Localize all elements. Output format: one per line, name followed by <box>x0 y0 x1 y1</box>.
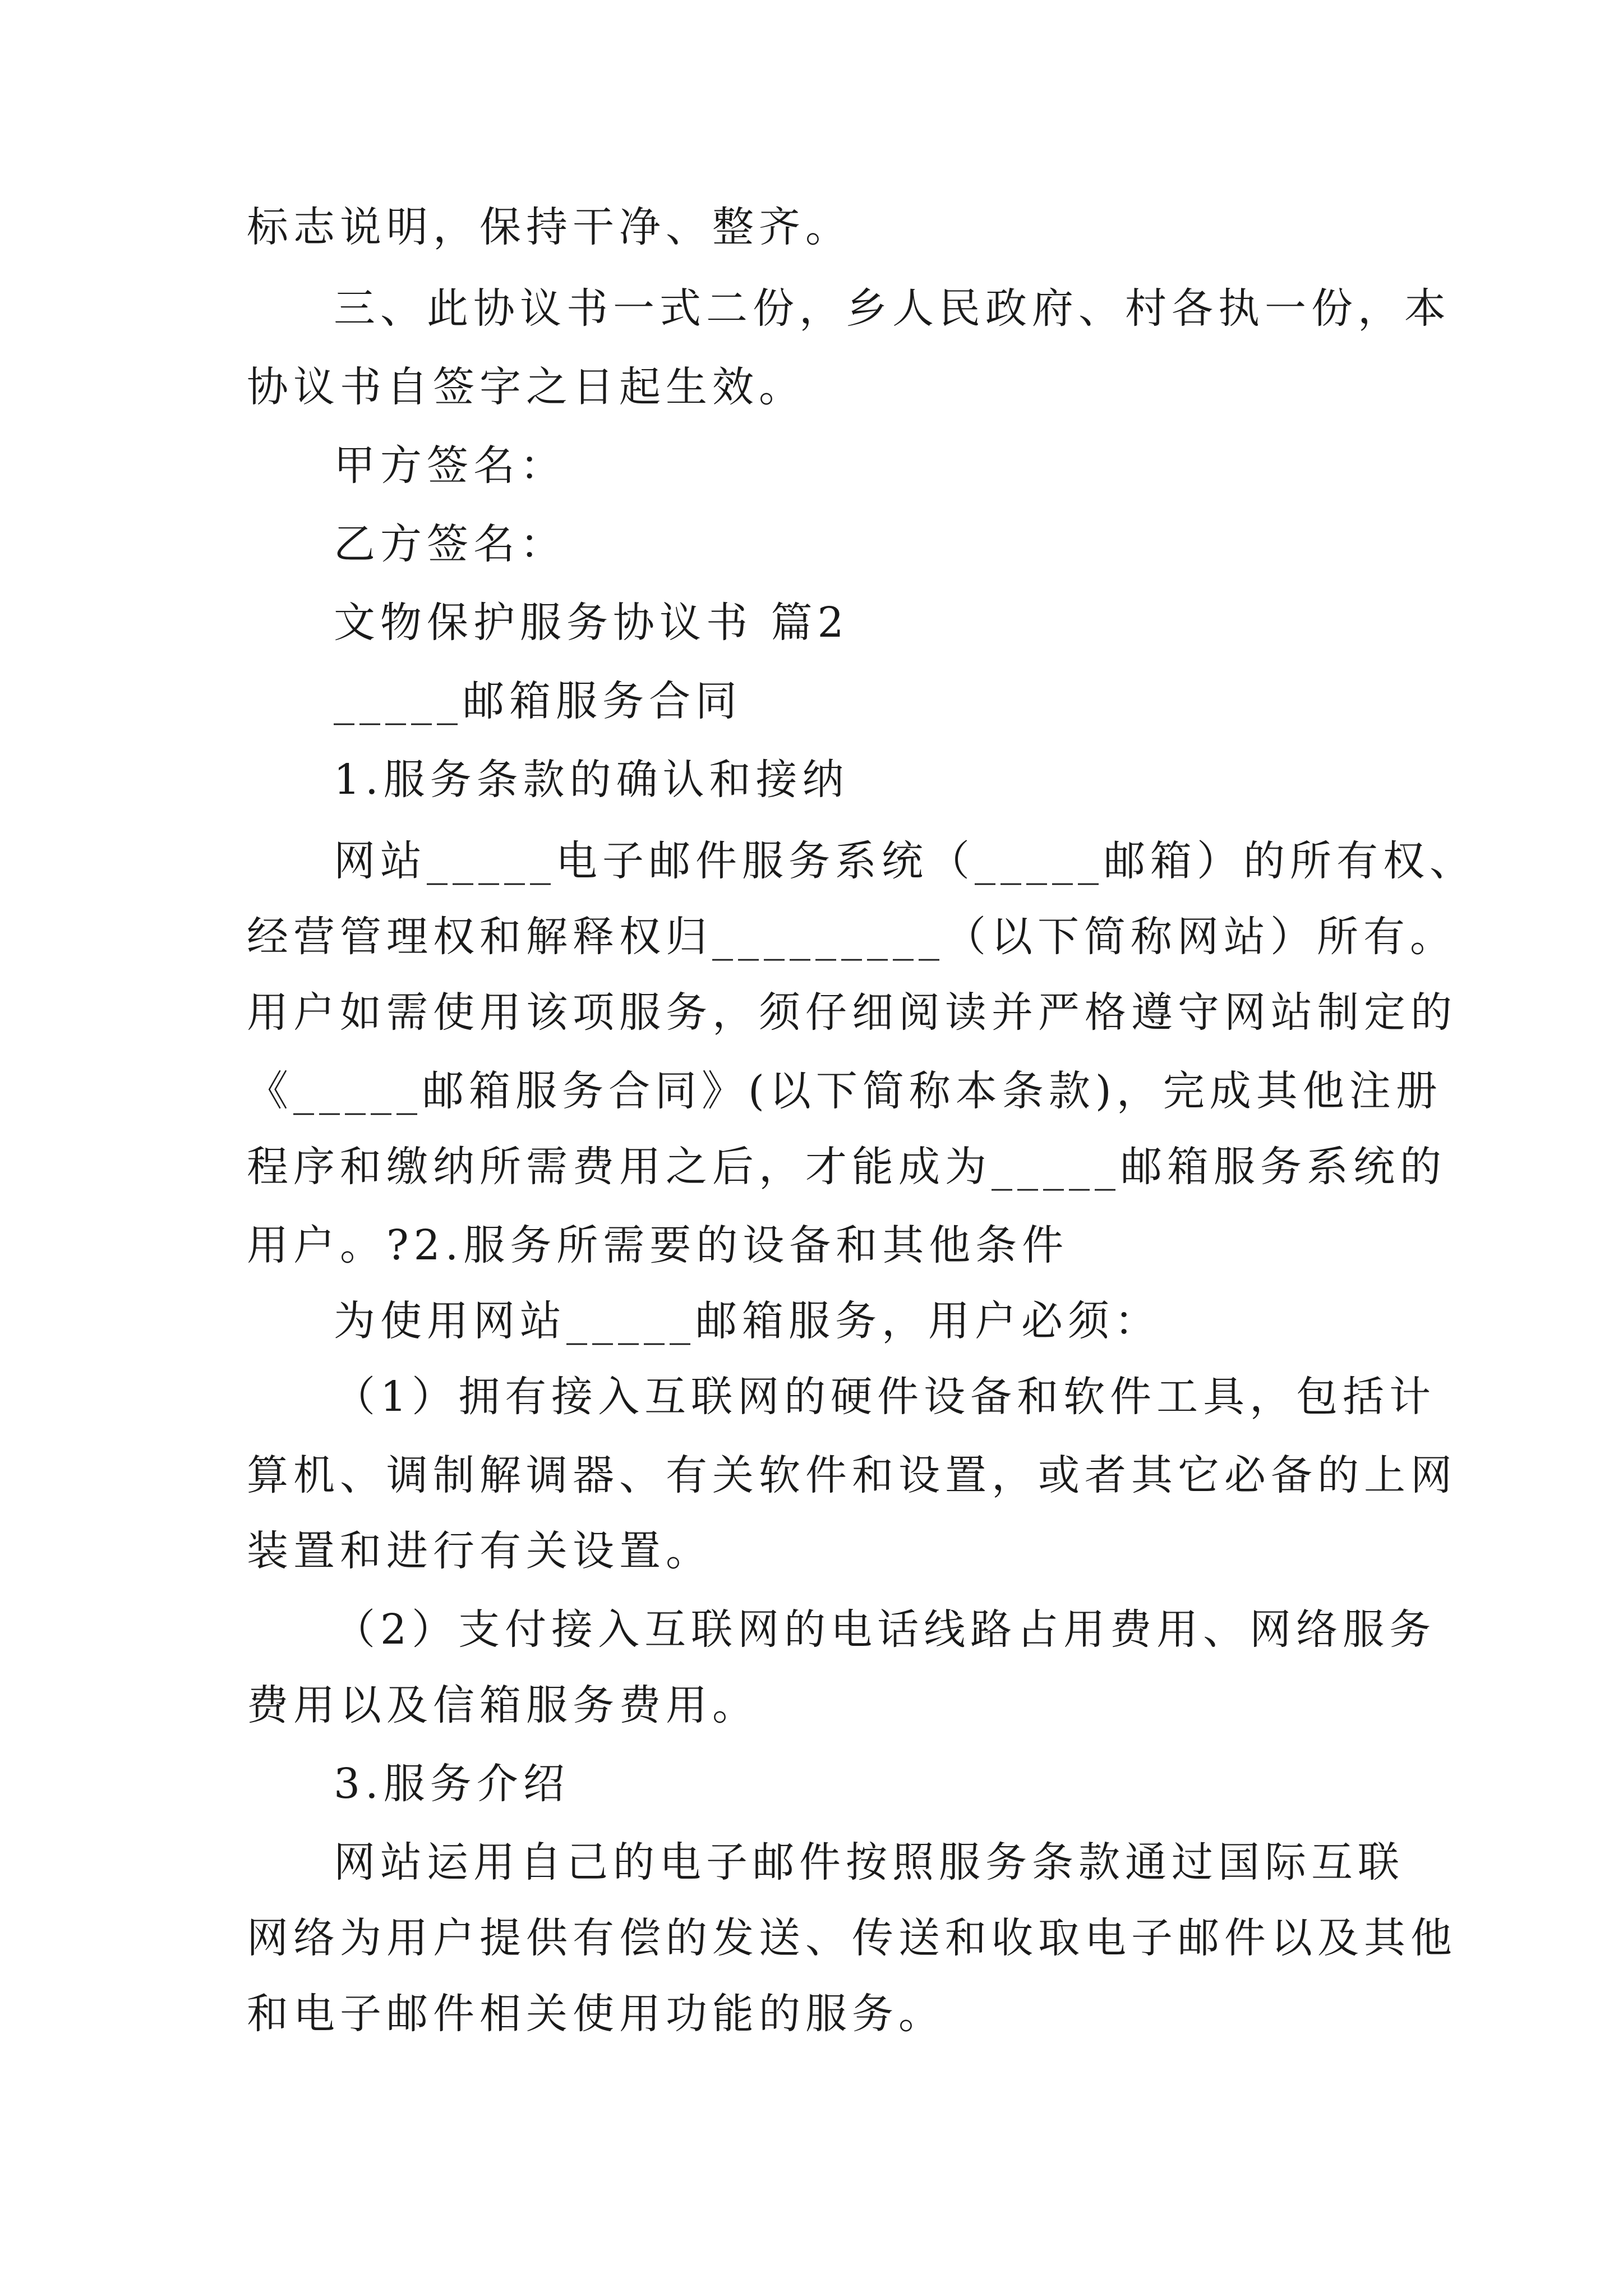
text-line-1: 标志说明，保持干净、整齐。 <box>247 203 852 251</box>
text-line-6: 文物保护服务协议书 篇2 <box>334 599 849 647</box>
text-line-5: 乙方签名： <box>334 520 566 568</box>
text-line-12: 《_____邮箱服务合同》(以下简称本条款)，完成其他注册 <box>247 1067 1442 1115</box>
text-line-14: 用户。?2.服务所需要的设备和其他条件 <box>247 1221 1069 1269</box>
text-line-24: 和电子邮件相关使用功能的服务。 <box>247 1990 945 2038</box>
text-line-8: 1.服务条款的确认和接纳 <box>334 756 849 804</box>
text-line-10: 经营管理权和解释权归_________（以下简称网站）所有。 <box>247 913 1456 961</box>
text-line-2: 三、此协议书一式二份，乡人民政府、村各执一份，本 <box>334 284 1451 333</box>
text-line-4: 甲方签名： <box>334 441 566 490</box>
text-line-7: _____邮箱服务合同 <box>334 677 742 725</box>
text-line-16: （1）拥有接入互联网的硬件设备和软件工具，包括计 <box>334 1373 1436 1421</box>
text-line-15: 为使用网站_____邮箱服务，用户必须： <box>334 1297 1161 1345</box>
text-line-13: 程序和缴纳所需费用之后，才能成为_____邮箱服务系统的 <box>247 1143 1446 1191</box>
text-line-22: 网站运用自己的电子邮件按照服务条款通过国际互联 <box>334 1838 1404 1887</box>
text-line-19: （2）支付接入互联网的电话线路占用费用、网络服务 <box>334 1605 1436 1654</box>
text-line-20: 费用以及信箱服务费用。 <box>247 1681 759 1729</box>
text-line-23: 网络为用户提供有偿的发送、传送和收取电子邮件以及其他 <box>247 1914 1457 1962</box>
text-line-18: 装置和进行有关设置。 <box>247 1527 712 1575</box>
text-line-3: 协议书自签字之日起生效。 <box>247 363 805 411</box>
text-line-21: 3.服务介绍 <box>334 1760 570 1808</box>
text-line-11: 用户如需使用该项服务，须仔细阅读并严格遵守网站制定的 <box>247 988 1457 1037</box>
text-line-9: 网站_____电子邮件服务系统（_____邮箱）的所有权、 <box>334 837 1476 885</box>
text-line-17: 算机、调制解调器、有关软件和设置，或者其它必备的上网 <box>247 1451 1457 1499</box>
